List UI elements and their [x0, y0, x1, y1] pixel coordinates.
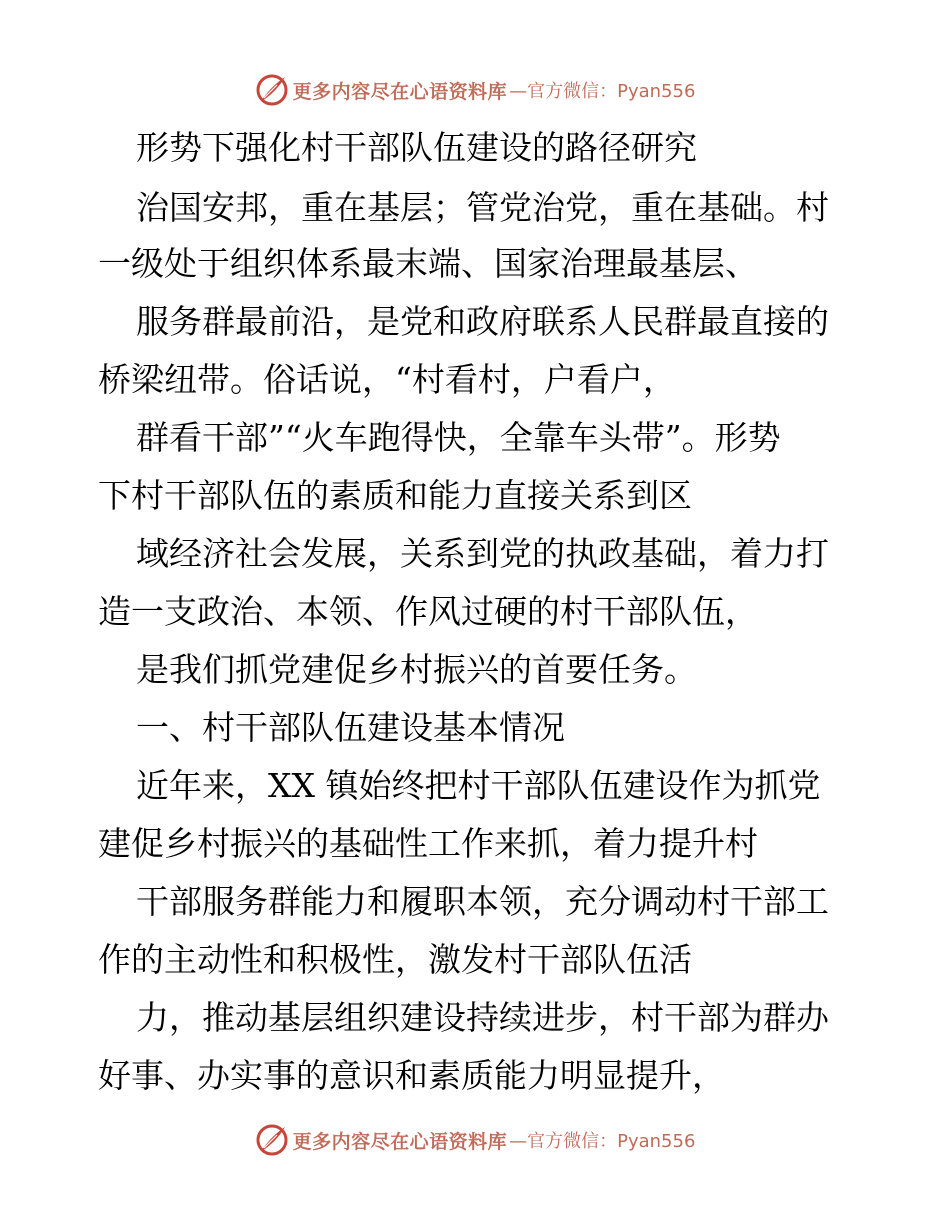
- feather-pen-logo-icon: [255, 73, 289, 107]
- paragraph-line: 域经济社会发展，关系到党的执政基础，着力打: [136, 534, 829, 573]
- watermark-title: 更多内容尽在心语资料库: [292, 80, 508, 103]
- feather-pen-logo-icon: [255, 1123, 289, 1157]
- paragraph-line: 好事、办实事的意识和素质能力明显提升，: [98, 1056, 725, 1095]
- watermark-subtitle: —官方微信：Pyan556: [509, 81, 696, 102]
- watermark-header: [0, 72, 950, 108]
- document-title: 形势下强化村干部队伍建设的路径研究: [136, 128, 697, 167]
- paragraph-line: 群看干部”“火车跑得快，全靠车头带”。形势: [136, 418, 781, 457]
- paragraph-line: 建促乡村振兴的基础性工作来抓，着力提升村: [98, 824, 758, 863]
- section-heading: 一、村干部队伍建设基本情况: [136, 708, 565, 747]
- paragraph-line: 力，推动基层组织建设持续进步，村干部为群办: [136, 998, 829, 1037]
- paragraph-line: 服务群最前沿，是党和政府联系人民群最直接的: [136, 302, 829, 341]
- watermark-footer: [0, 1122, 950, 1158]
- paragraph-line: 造一支政治、本领、作风过硬的村干部队伍，: [98, 592, 758, 631]
- paragraph-line: 是我们抓党建促乡村振兴的首要任务。: [136, 650, 697, 689]
- paragraph-line: 近年来，XX 镇始终把村干部队伍建设作为抓党: [136, 766, 821, 805]
- paragraph-line: 桥梁纽带。俗话说，“村看村，户看户，: [98, 360, 676, 399]
- watermark-subtitle: —官方微信：Pyan556: [509, 1131, 696, 1152]
- paragraph-line: 一级处于组织体系最末端、国家治理最基层、: [98, 244, 758, 283]
- paragraph-line: 作的主动性和积极性，激发村干部队伍活: [98, 940, 692, 979]
- paragraph-line: 下村干部队伍的素质和能力直接关系到区: [98, 476, 692, 515]
- paragraph-line: 干部服务群能力和履职本领，充分调动村干部工: [136, 882, 829, 921]
- paragraph-line: 治国安邦，重在基层；管党治党，重在基础。村: [136, 188, 829, 227]
- watermark-title: 更多内容尽在心语资料库: [292, 1130, 508, 1153]
